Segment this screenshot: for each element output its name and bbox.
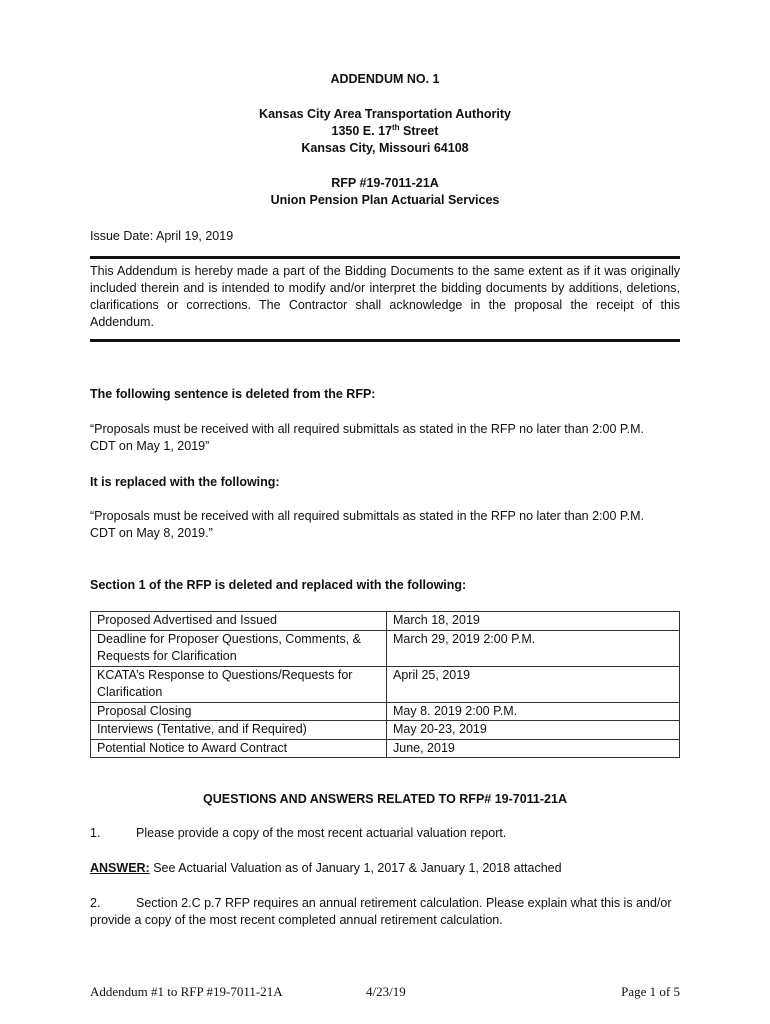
- rfp-title: Union Pension Plan Actuarial Services: [270, 193, 500, 207]
- address-line: [90, 123, 680, 140]
- schedule-date: May 8. 2019 2:00 P.M.: [387, 702, 680, 721]
- address-number: 1350 E. 17: [331, 124, 392, 138]
- schedule-date: March 18, 2019: [387, 612, 680, 631]
- deleted-sentence: “Proposals must be received with all required submittals as stated in the RFP no later than 2:00 P.M. CDT on May 1, 2019”: [90, 422, 644, 453]
- table-row: [91, 612, 680, 631]
- replacement-heading: It is replaced with the following:: [90, 475, 280, 489]
- address-street: Street: [399, 124, 439, 138]
- table-row: [91, 630, 680, 666]
- question-1-text: Please provide a copy of the most recent actuarial valuation report.: [136, 826, 507, 840]
- question-1-number: 1.: [90, 826, 101, 840]
- section1-heading: Section 1 of the RFP is deleted and replaced with the following:: [90, 578, 467, 592]
- table-row: [91, 739, 680, 758]
- answer-1-text: See Actuarial Valuation as of January 1, 2017 & January 1, 2018 attached: [149, 861, 562, 875]
- deleted-sentence-heading: The following sentence is deleted from the RFP:: [90, 387, 376, 401]
- replacement-sentence: “Proposals must be received with all required submittals as stated in the RFP no later than 2:00 P.M. CDT on May 8, 2019.”: [90, 509, 644, 540]
- answer-label: ANSWER:: [90, 861, 150, 875]
- schedule-event: Interviews (Tentative, and if Required): [91, 721, 387, 740]
- issue-date: Issue Date: April 19, 2019: [90, 229, 234, 243]
- intro-paragraph: This Addendum is hereby made a part of the Bidding Documents to the same extent as if it was originally included therein and is intended to modify and/or interpret the bidding documents by additions, deletions, clarifications or corrections. The Contractor shall acknowledge in the proposal the receipt of this Addendum.: [90, 264, 680, 329]
- schedule-event: Proposal Closing: [91, 702, 387, 721]
- table-row: [91, 721, 680, 740]
- footer-date: 4/23/19: [366, 984, 406, 999]
- schedule-event: Proposed Advertised and Issued: [91, 612, 387, 631]
- bottom-divider: [90, 339, 680, 342]
- org-name: Kansas City Area Transportation Authority: [259, 107, 511, 121]
- address-superscript: th: [392, 122, 400, 132]
- footer-doc-ref: Addendum #1 to RFP #19-7011-21A: [90, 984, 283, 999]
- rfp-number: RFP #19-7011-21A: [331, 176, 439, 190]
- table-row: [91, 702, 680, 721]
- question-2-text-line2: provide a copy of the most recent completed annual retirement calculation.: [90, 913, 503, 927]
- footer-page-number: Page 1 of 5: [621, 984, 680, 999]
- schedule-date: May 20-23, 2019: [387, 721, 680, 740]
- schedule-event: KCATA’s Response to Questions/Requests for Clarification: [91, 666, 387, 702]
- addendum-title: ADDENDUM NO. 1: [330, 72, 440, 86]
- question-2-number: 2.: [90, 896, 101, 910]
- top-divider: [90, 256, 680, 259]
- table-row: [91, 666, 680, 702]
- schedule-table: [90, 611, 680, 758]
- answer-1: [90, 860, 562, 877]
- city-line: Kansas City, Missouri 64108: [301, 141, 469, 155]
- qa-heading: QUESTIONS AND ANSWERS RELATED TO RFP# 19-7011-21A: [203, 792, 567, 806]
- schedule-date: March 29, 2019 2:00 P.M.: [387, 630, 680, 666]
- schedule-date: June, 2019: [387, 739, 680, 758]
- question-2-text-line1: Section 2.C p.7 RFP requires an annual retirement calculation. Please explain what this is and/or: [136, 896, 672, 910]
- schedule-event: Potential Notice to Award Contract: [91, 739, 387, 758]
- schedule-event: Deadline for Proposer Questions, Comments, & Requests for Clarification: [91, 630, 387, 666]
- schedule-date: April 25, 2019: [387, 666, 680, 702]
